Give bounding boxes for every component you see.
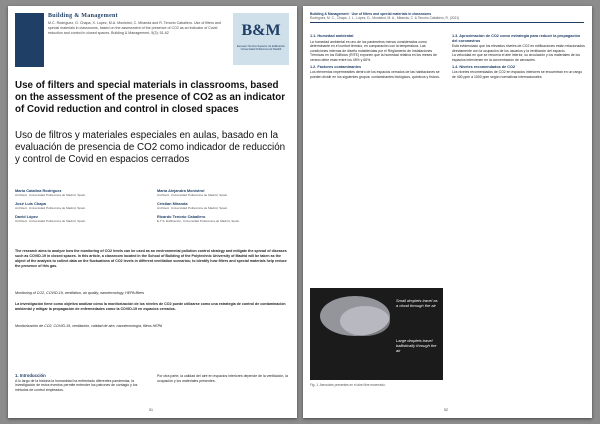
- journal-logo: [233, 13, 289, 65]
- section-text: Los niveles recomendados de CO2 en espacios interiores se encuentran en un rango de 400 ppm a 1000 ppm según normativas internacionales.: [452, 70, 583, 79]
- intro-column-left: [15, 374, 149, 393]
- author-item: [15, 214, 149, 223]
- author-item: [15, 188, 149, 197]
- intro-column-right: [157, 374, 291, 383]
- left-page: [8, 6, 297, 418]
- author-affiliation: Architect. Universidad Politécnica de Madrid, Spain.: [15, 193, 87, 197]
- author-item: [157, 201, 291, 210]
- section-text: Está evidenciado que los elevados niveles de CO2 en edificaciones están relacionados directamente con la ocupación de los usuarios y la ventilación del espacio.: [452, 44, 585, 53]
- author-affiliation: E.T.S. Edificación, Universidad Politécnica de Madrid, Spain.: [157, 219, 241, 223]
- section-text: La humedad ambiental es uno de los parámetros menos considerados como determinante en el confort térmico, en comparación con la temperatura. Las condiciones internas de diseño establecidas por el Reglamento de Instalaciones Térmicas en los Edificios (RITE) exponen que la humedad relativa en los meses de verano debe estar entre los 45% y 60%.: [310, 39, 437, 62]
- logo-mark: B&M: [241, 22, 281, 39]
- section-text: Los elementos impermeables dentro de los espacios cerrados de las habitaciones se pueden dividir en los siguientes grupos: contaminantes biológicos, químicos y físicos.: [310, 70, 440, 79]
- citation-line: M.C. Rodríguez, G. Chapa, X. Lopez, M.A. Monistrol, C. Miranda and R. Tenorio Caballero. Use of filters and special materials in classrooms, based on the assessment of the presence of CO2 as an indicator of Covid reduction and control in closed spaces. Building & Management, 5(3): 51-62: [48, 21, 221, 35]
- author-name: José Luis Chapa: [15, 201, 46, 206]
- author-item: [157, 188, 291, 197]
- intro-heading: 1. Introducción: [15, 373, 46, 378]
- section-text: La velocidad en que se renueva el aire interior, su circulación y los materiales de los espacios intervienen en la concentración de aerosoles.: [452, 53, 581, 62]
- abstract-english: The research aims to analyze how the monitoring of CO2 levels can be used as an environmental pollution control strategy and mitigate the spread of diseases such as COVID-19 in closed spaces. In this article, a classroom located in the School of Building of the Polytechnic University of Madrid will be taken as the object of the analysis to collect data on the fluctuations of CO2 levels in different ventilation scenarios; to identify how filters and special materials help reduce the presence of this gas.: [15, 249, 287, 268]
- author-name: Ricardo Tenorio Caballero: [157, 214, 206, 219]
- section-heading: 1.4. Niveles recomendados de CO2: [452, 64, 516, 69]
- running-head-authors: Rodríguez, M. C., Chapa, J. L., López, D., Monistrol, M. A., Miranda, C. & Tenorio Caballero, R. (2021): [310, 16, 460, 20]
- document-spread: [8, 6, 592, 418]
- author-item: [157, 214, 291, 223]
- author-affiliation: Architect. Universidad Politécnica de Madrid, Spain.: [15, 206, 87, 210]
- figure-caption: Fig. 1. Aerosoles presentes en el aire libre encerrado.: [310, 383, 386, 387]
- droplet-cloud-inner: [340, 306, 390, 336]
- section-heading: 1.2. Factores contaminantes: [310, 64, 362, 69]
- section-heading: 1.3. Aproximación de CO2 como estrategia para reducir la propagación del coronavirus: [452, 34, 581, 43]
- author-affiliation: Architect. Universidad Politécnica de Madrid, Spain.: [157, 206, 229, 210]
- intro-text-continued: Por otra parte, la calidad del aire en espacios interiores depende de la ventilación, la ocupación y los materiales presentes.: [157, 374, 288, 383]
- author-affiliation: Architect. Universidad Politécnica de Madrid, Spain.: [15, 219, 87, 223]
- author-list: [15, 188, 291, 223]
- text-column-right: [452, 32, 585, 79]
- page-number-right: 52: [444, 408, 448, 412]
- article-title-spanish: Uso de filtros y materiales especiales en aulas, basado en la evaluación de presencia de CO2 como indicador de reducción y control de Covid en espacios cerrados: [15, 130, 286, 166]
- author-name: María Catalina Rodríguez: [15, 188, 62, 193]
- running-header: [310, 12, 584, 23]
- page-number-left: 51: [149, 408, 153, 412]
- article-title-english: Use of filters and special materials in classrooms, based on the assessment of the presence of CO2 as an indicator of Covid reduction and control in closed spaces: [15, 80, 286, 116]
- author-name: David López: [15, 214, 38, 219]
- author-affiliation: Architect. Universidad Politécnica de Madrid, Spain.: [157, 193, 229, 197]
- figure-label-large-droplets: Large droplets travel ballistically through the air: [396, 338, 437, 353]
- section-heading: 1.1. Humedad ambiental: [310, 34, 354, 38]
- abstract-spanish: La investigación tiene como objetivo analizar cómo la monitorización de los niveles de CO2 puede utilizarse como una estrategia de control de contaminación ambiental y mitigar la propagación de enfermedades como la COVID-19 en espacios cerrados.: [15, 302, 286, 311]
- logo-subtitle: Escuela Técnica Superior de Edificación Universidad Politécnica de Madrid: [236, 45, 286, 52]
- journal-title-block: [48, 13, 228, 36]
- author-name: María Alejandra Monistrol: [157, 188, 205, 193]
- keywords-english: Monitoring of CO2, COVID-19, ventilation, air quality, nanotecnology, HEPA filters: [15, 291, 145, 295]
- figure-label-small-droplets: Small droplets travel as a cloud through the air: [396, 298, 438, 308]
- keywords-spanish: Monitorización de CO2, COVID-19, ventilación, calidad de aire, nanotecnología, filtros HEPA: [15, 324, 163, 328]
- journal-sidebar-box: [15, 13, 44, 67]
- text-column-left: [310, 32, 443, 79]
- right-page: [303, 6, 592, 418]
- running-head-title: Building & Management · Use of filters and special materials in classrooms: [310, 12, 432, 16]
- author-name: Cristian Miranda: [157, 201, 188, 206]
- journal-name: Building & Management: [48, 13, 118, 19]
- author-item: [15, 201, 149, 210]
- intro-text: A lo largo de la historia la humanidad ha enfrentado diferentes pandemias, la investigación de estos eventos permite entender los patrones de contagio y los métodos de control empleados.: [15, 378, 138, 393]
- aerosol-figure: [310, 288, 443, 380]
